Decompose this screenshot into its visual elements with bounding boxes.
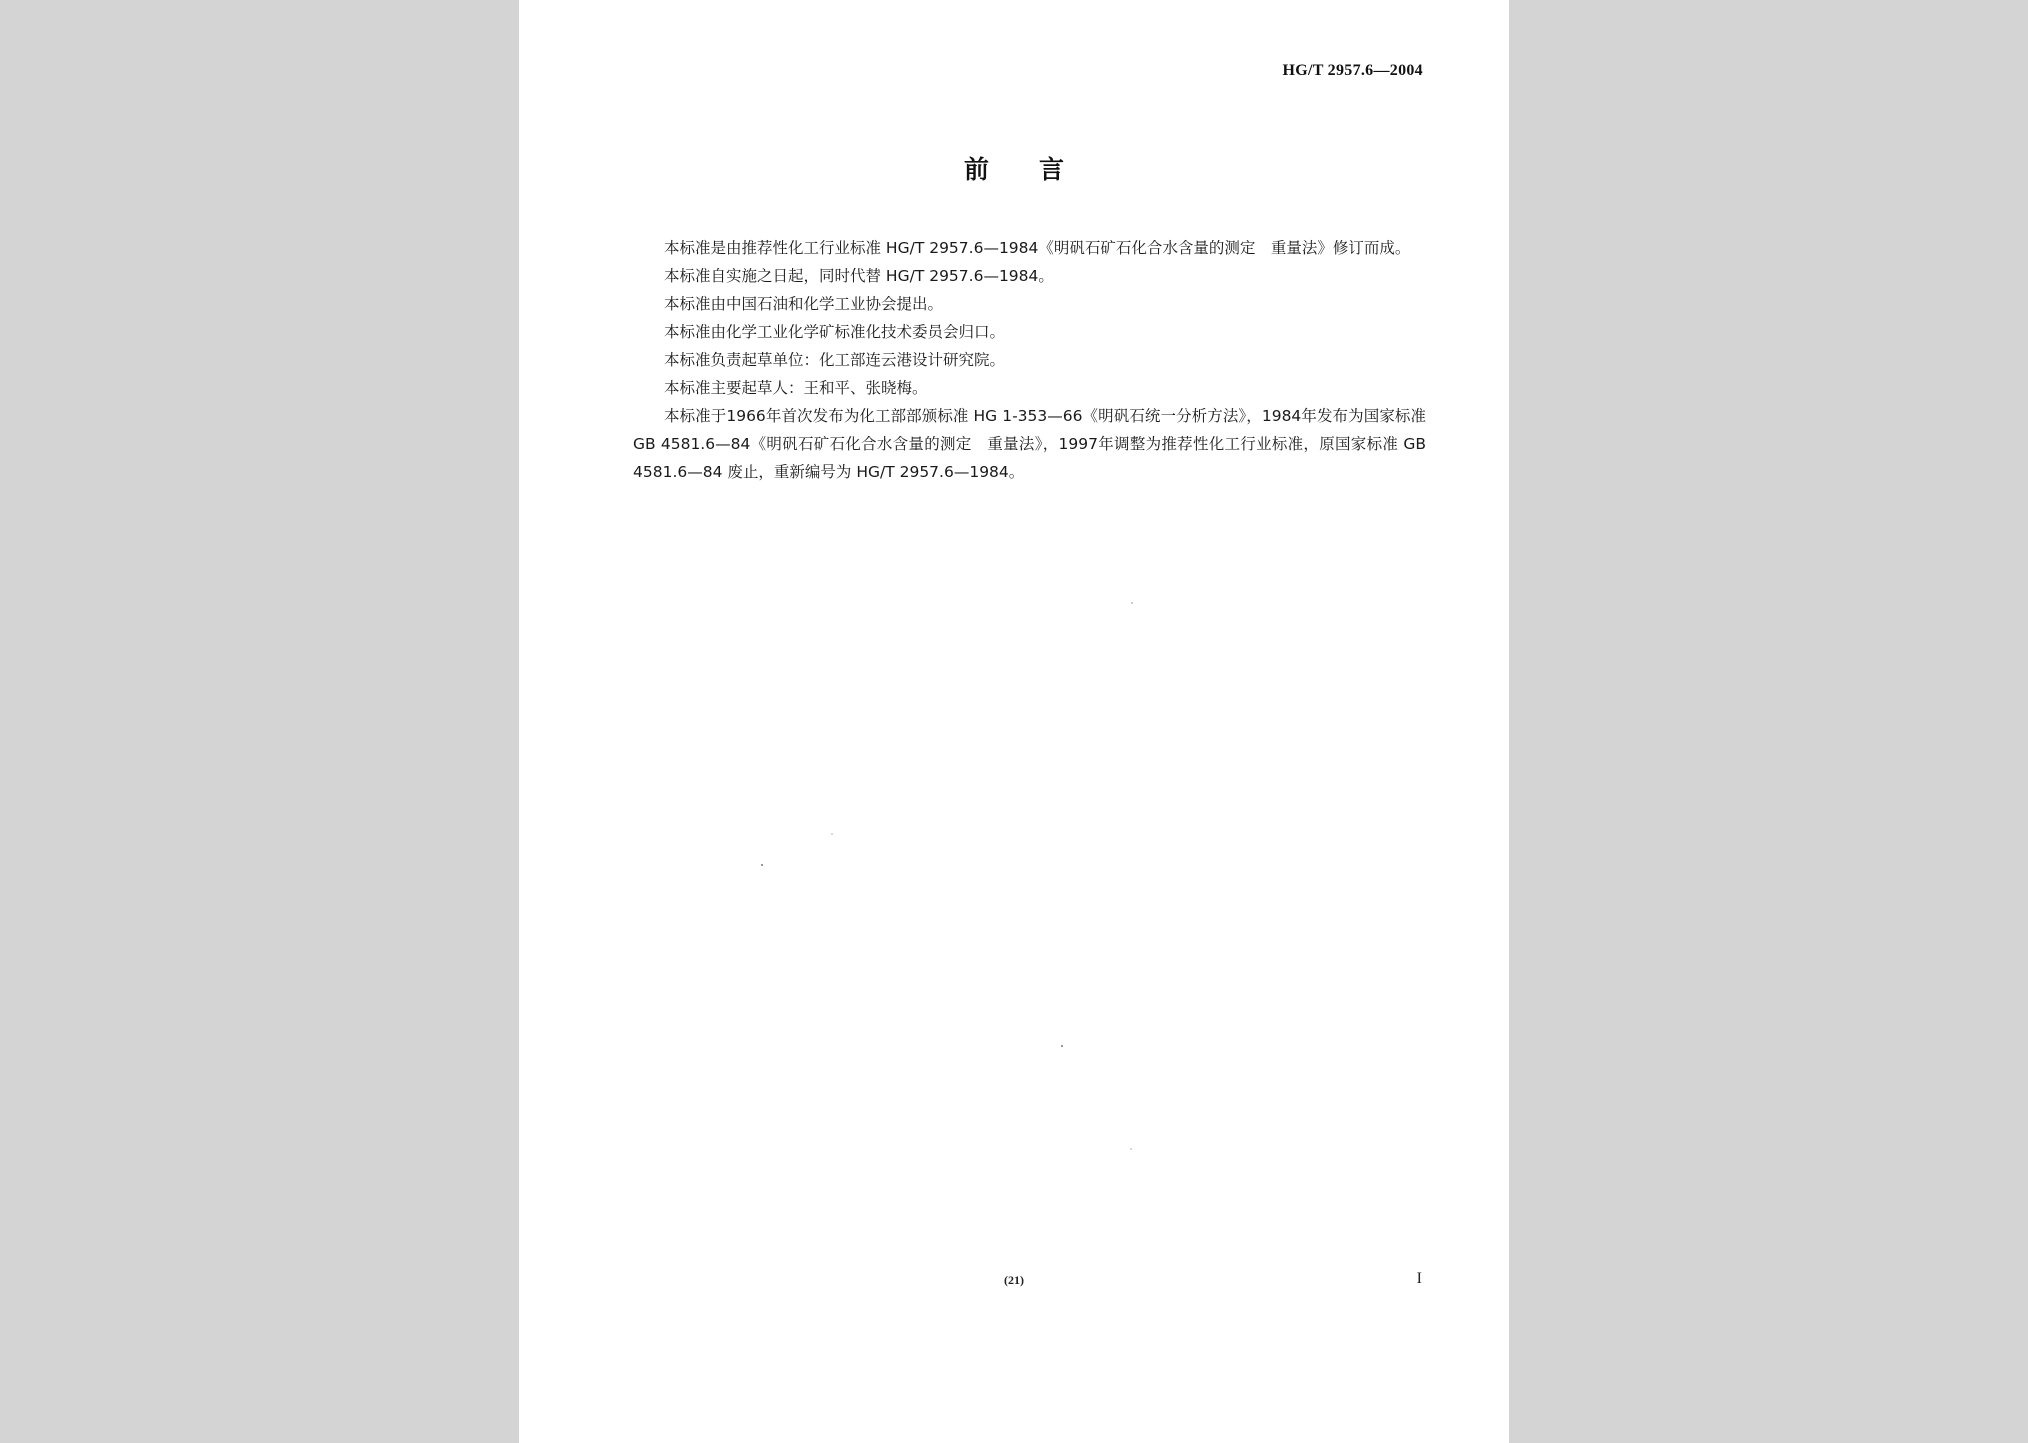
paragraph: 本标准自实施之日起，同时代替 HG/T 2957.6—1984。 [664, 267, 1054, 285]
scan-speck [831, 833, 833, 835]
scan-speck [1131, 602, 1133, 604]
paragraph: 本标准由化学工业化学矿标准化技术委员会归口。 [664, 323, 1006, 341]
document-page [519, 0, 1509, 1443]
paragraph: 本标准负责起草单位：化工部连云港设计研究院。 [664, 351, 1006, 369]
scan-speck [1130, 1148, 1132, 1150]
paragraph: 本标准于1966年首次发布为化工部部颁标准 HG 1-353—66《明矾石统一分析方法》，1984年发布为国家标准 GB 4581.6—84《明矾石矿石化合水含量的测定 重量法》，1997年调整为推荐性化工行业标准，原国家标准 GB 4581.6—84 废止，重新编号为 HG/T 2957.6—1984。 [633, 407, 1426, 481]
standard-code: HG/T 2957.6—2004 [1282, 62, 1423, 79]
scan-speck [1061, 1045, 1063, 1047]
paragraph: 本标准是由推荐性化工行业标准 HG/T 2957.6—1984《明矾石矿石化合水含量的测定 重量法》修订而成。 [664, 239, 1411, 257]
foreword-body [633, 234, 1426, 486]
roman-page-number: I [1416, 1270, 1422, 1287]
page-title: 前言 [963, 155, 1114, 184]
scan-speck [761, 864, 763, 866]
paragraph: 本标准由中国石油和化学工业协会提出。 [664, 295, 944, 313]
page-number: (21) [1004, 1273, 1024, 1287]
paragraph: 本标准主要起草人：王和平、张晓梅。 [664, 379, 928, 397]
